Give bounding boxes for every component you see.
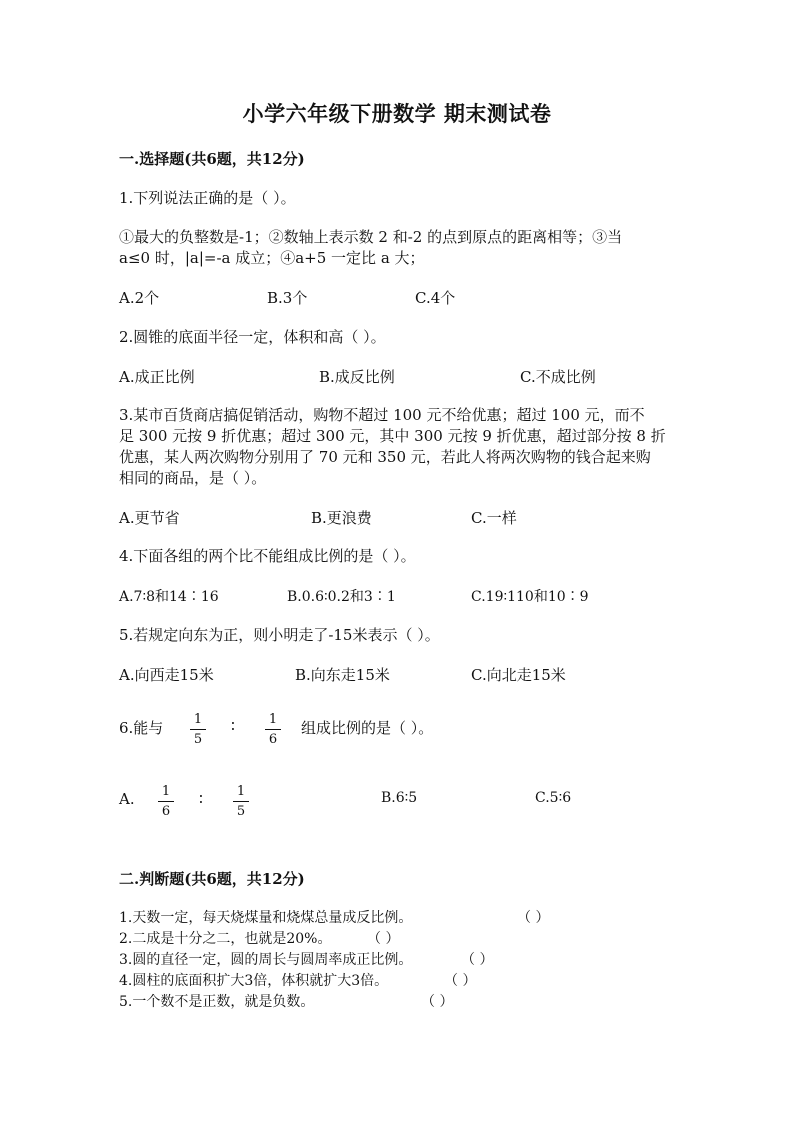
judgment-item-1-blank: （ ） — [517, 910, 550, 926]
judgment-item-4: 4.圆柱的底面积扩大3倍，体积就扩大3倍。 — [119, 973, 389, 989]
q6-option-a-fraction-1-6 — [157, 784, 175, 819]
q3-line3: 优惠，某人两次购物分别用了 70 元和 350 元，若此人将两次购物的钱合起来购 — [119, 448, 651, 466]
q6-prefix: 6.能与 — [119, 719, 164, 737]
judgment-item-1: 1.天数一定，每天烧煤量和烧煤总量成反比例。 — [119, 910, 413, 926]
fraction-bar — [190, 729, 206, 730]
q3-option-c: C.一样 — [471, 509, 517, 527]
fraction-numerator: 1 — [268, 712, 278, 727]
fraction-bar — [265, 729, 281, 730]
q6-option-a-fraction-1-5 — [232, 784, 250, 819]
q3-line4: 相同的商品，是（ ）。 — [119, 469, 267, 487]
fraction-numerator: 1 — [161, 784, 171, 799]
fraction-bar — [158, 801, 174, 802]
q1-option-c: C.4个 — [415, 289, 456, 307]
q4-stem: 4.下面各组的两个比不能组成比例的是（ ）。 — [119, 547, 416, 565]
q6-option-c: C.5∶6 — [535, 790, 572, 806]
q3-option-b: B.更浪费 — [311, 509, 372, 527]
q2-option-b: B.成反比例 — [319, 368, 395, 386]
fraction-denominator: 5 — [193, 732, 203, 747]
q6-option-b: B.6∶5 — [381, 790, 418, 806]
q1-option-b: B.3个 — [267, 289, 308, 307]
q5-option-a: A.向西走15米 — [119, 666, 214, 684]
judgment-item-2: 2.二成是十分之二，也就是20%。 — [119, 931, 332, 947]
q6-ratio-colon: ∶ — [231, 717, 235, 735]
fraction-numerator: 1 — [236, 784, 246, 799]
fraction-denominator: 6 — [161, 804, 171, 819]
section-heading-choice: 一.选择题(共6题，共12分) — [119, 150, 305, 168]
q4-option-a: A.7∶8和14∶16 — [119, 589, 219, 605]
judgment-item-3-blank: （ ） — [461, 952, 494, 968]
judgment-item-3: 3.圆的直径一定，圆的周长与圆周率成正比例。 — [119, 952, 413, 968]
judgment-item-5-blank: （ ） — [421, 994, 454, 1010]
q4-option-c: C.19∶110和10∶9 — [471, 589, 589, 605]
q5-option-c: C.向北走15米 — [471, 666, 566, 684]
q6-option-a-colon: ∶ — [199, 790, 203, 808]
fraction-denominator: 5 — [236, 804, 246, 819]
q1-option-a: A.2个 — [119, 289, 160, 307]
q4-option-b: B.0.6∶0.2和3∶1 — [287, 589, 396, 605]
q1-line2: a≤0 时，|a|=-a 成立；④a+5 一定比 a 大； — [119, 249, 425, 267]
q2-stem: 2.圆锥的底面半径一定，体积和高（ ）。 — [119, 328, 386, 346]
q3-line2: 足 300 元按 9 折优惠；超过 300 元，其中 300 元按 9 折优惠，超过部分按 8 折 — [119, 427, 666, 445]
judgment-item-4-blank: （ ） — [444, 973, 477, 989]
section-heading-judgment: 二.判断题(共6题，共12分) — [119, 870, 305, 888]
q1-stem: 1.下列说法正确的是（ ）。 — [119, 189, 296, 207]
fraction-denominator: 6 — [268, 732, 278, 747]
q5-stem: 5.若规定向东为正，则小明走了-15米表示（ ）。 — [119, 626, 440, 644]
q6-fraction-1-6 — [264, 712, 282, 747]
q6-suffix: 组成比例的是（ ）。 — [301, 719, 434, 737]
fraction-bar — [233, 801, 249, 802]
q3-option-a: A.更节省 — [119, 509, 180, 527]
q1-line1: ①最大的负整数是-1；②数轴上表示数 2 和-2 的点到原点的距离相等；③当 — [119, 228, 623, 246]
fraction-numerator: 1 — [193, 712, 203, 727]
judgment-item-2-blank: （ ） — [367, 931, 400, 947]
q6-fraction-1-5 — [189, 712, 207, 747]
judgment-item-5: 5.一个数不是正数，就是负数。 — [119, 994, 315, 1010]
q2-option-c: C.不成比例 — [520, 368, 596, 386]
q6-option-a-label: A. — [119, 790, 135, 808]
q5-option-b: B.向东走15米 — [295, 666, 390, 684]
q3-line1: 3.某市百货商店搞促销活动，购物不超过 100 元不给优惠；超过 100 元，而不 — [119, 406, 645, 424]
page-title: 小学六年级下册数学 期末测试卷 — [242, 101, 552, 126]
q2-option-a: A.成正比例 — [119, 368, 195, 386]
